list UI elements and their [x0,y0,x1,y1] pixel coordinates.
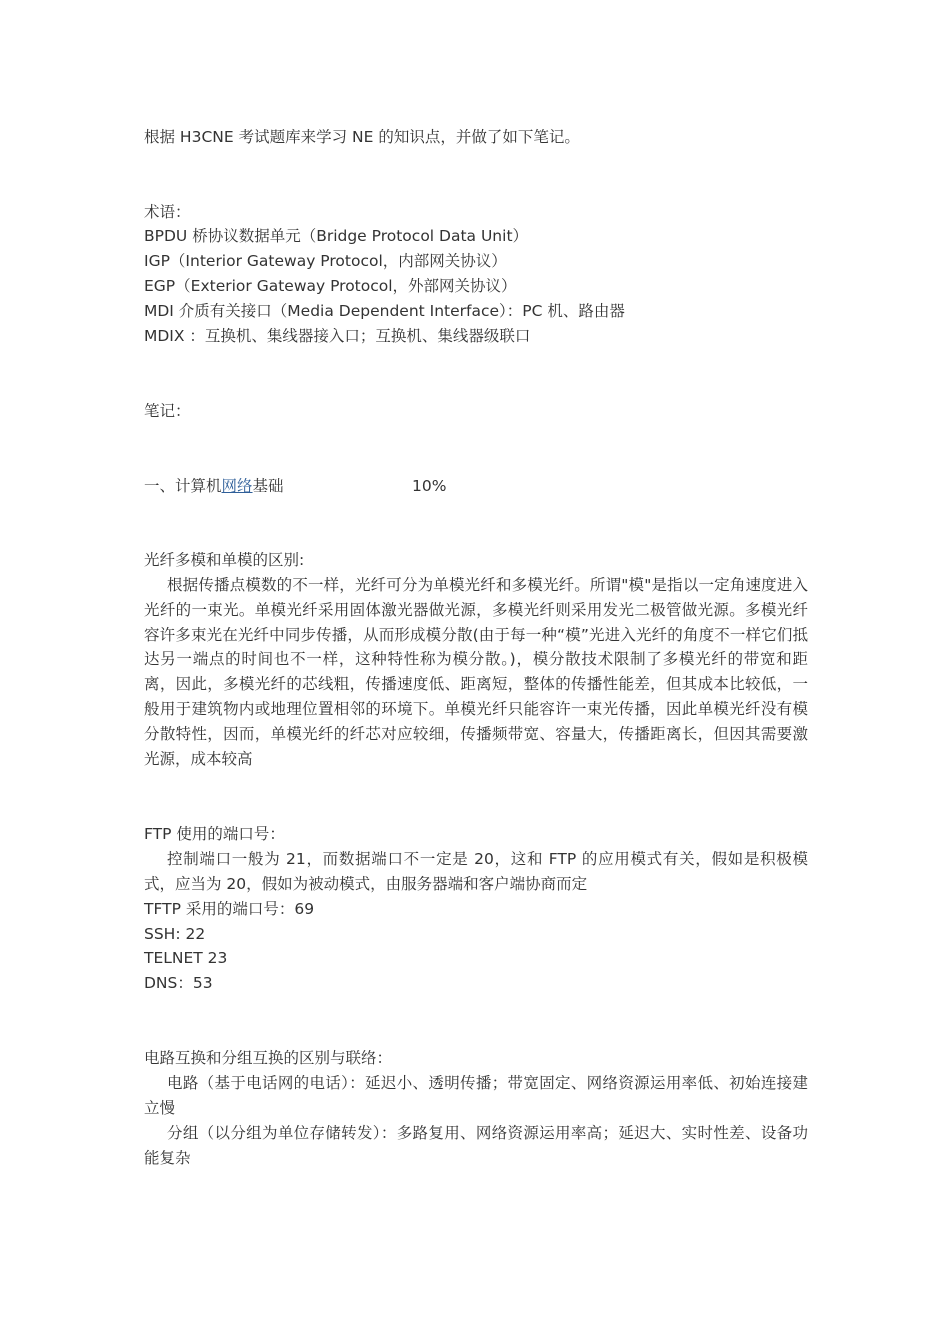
ftp-body: 控制端口一般为 21，而数据端口不一定是 20，这和 FTP 的应用模式有关，假如是积极模式，应当为 20，假如为被动模式，由服务器端和客户端协商而定 [144,850,808,893]
term-mdi: MDI 介质有关接口（Media Dependent Interface）：PC 机、路由器 [144,302,625,320]
switching-heading: 电路互换和分组互换的区别与联络： [144,1049,393,1067]
port-dns: DNS：53 [144,974,213,992]
notes-heading: 笔记： [144,402,191,420]
term-igp: IGP（Interior Gateway Protocol，内部网关协议） [144,252,507,270]
section-heading [144,474,808,499]
network-link[interactable]: 网络 [221,477,253,495]
fiber-body: 根据传播点模数的不一样，光纤可分为单模光纤和多模光纤。所谓"模"是指以一定角速度进入光纤的一束光。单模光纤采用固体激光器做光源，多模光纤则采用发光二极管做光源。多模光纤容许多束光在光纤中同步传播，从而形成模分散(由于每一种“模”光进入光纤的角度不一样它们抵达另一端点的时间也不一样，这种特性称为模分散。)，模分散技术限制了多模光纤的带宽和距离，因此，多模光纤的芯线粗，传播速度低、距离短，整体的传播性能差，但其成本比较低，一般用于建筑物内或地理位置相邻的环境下。单模光纤只能容许一束光传播，因此单模光纤没有模分散特性，因而，单模光纤的纤芯对应较细，传播频带宽、容量大，传播距离长，但因其需要激光源，成本较高 [144,576,808,768]
fiber-heading: 光纤多模和单模的区别: [144,551,305,569]
section-suffix: 基础 [252,477,284,495]
section-percent: 10% [412,477,447,495]
intro-text: 根据 H3CNE 考试题库来学习 NE 的知识点，并做了如下笔记。 [144,128,580,146]
terms-heading: 术语： [144,203,191,221]
term-mdix: MDIX ：互换机、集线器接入口；互换机、集线器级联口 [144,327,531,345]
section-prefix: 一、计算机 [144,477,222,495]
circuit-switching-text: 电路（基于电话网的电话）：延迟小、透明传播；带宽固定、网络资源运用率低、初始连接建立慢 [144,1074,808,1117]
ftp-heading: FTP 使用的端口号： [144,825,285,843]
port-tftp: TFTP 采用的端口号：69 [144,900,315,918]
port-telnet: TELNET 23 [144,949,228,967]
term-egp: EGP（Exterior Gateway Protocol，外部网关协议） [144,277,517,295]
port-ssh: SSH: 22 [144,925,206,943]
packet-switching-text: 分组（以分组为单位存储转发）：多路复用、网络资源运用率高；延迟大、实时性差、设备功能复杂 [144,1124,808,1167]
term-bpdu: BPDU 桥协议数据单元（Bridge Protocol Data Unit） [144,227,529,245]
